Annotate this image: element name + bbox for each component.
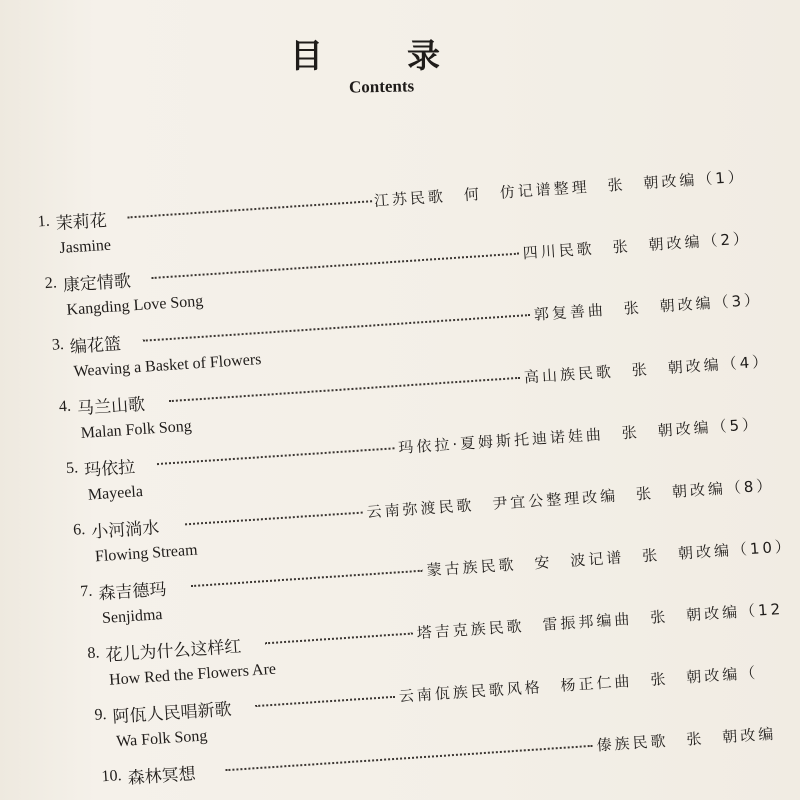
entry-title-en: Senjidma	[101, 606, 163, 628]
entry-credit: 傣族民歌 张 朝改编	[595, 724, 777, 755]
leader-dots	[265, 633, 413, 645]
entry-title-cn: 小河淌水	[90, 517, 160, 543]
page-subtitle: Contents	[348, 76, 415, 97]
entry-title-en: How Red the Flowers Are	[108, 660, 277, 689]
entry-credit: 高山族民歌 张 朝改编（4）	[523, 351, 771, 387]
entry-credit: 蒙古族民歌 安 波记谱 张 朝改编（10）	[426, 536, 794, 579]
entry-title-cn: 森吉德玛	[97, 579, 167, 604]
entry-number: 9.	[93, 705, 108, 724]
entry-number: 6.	[72, 521, 86, 539]
entry-title-cn: 森林冥想	[127, 763, 197, 789]
entry-number: 7.	[79, 582, 93, 601]
entry-number: 2.	[44, 274, 58, 293]
entry-title-en: Wa Folk Song	[115, 727, 208, 751]
entry-number: 3.	[51, 336, 65, 354]
leader-dots	[255, 696, 395, 707]
entry-credit: 玛依拉·夏姆斯托迪诺娃曲 张 朝改编（5）	[397, 414, 761, 457]
entry-title-cn: 康定情歌	[62, 270, 132, 296]
leader-dots	[157, 447, 395, 465]
entry-title-cn: 茉莉花	[55, 210, 108, 234]
leader-dots	[191, 570, 423, 587]
entry-title-en: Malan Folk Song	[80, 417, 193, 443]
page-title: 目录	[290, 36, 524, 75]
entry-title-en: Weaving a Basket of Flowers	[73, 350, 262, 381]
entry-number: 4.	[58, 397, 72, 416]
entry-credit: 云南佤族民歌风格 杨正仁曲 张 朝改编（	[398, 663, 759, 706]
entry-credit: 云南弥渡民歌 尹宜公整理改编 张 朝改编（8）	[366, 475, 775, 521]
entry-title-cn: 花儿为什么这样红	[104, 636, 242, 666]
leader-dots	[128, 200, 373, 218]
entry-number: 1.	[37, 212, 51, 231]
entry-number: 5.	[65, 459, 79, 478]
entry-title-en: Jasmine	[58, 236, 112, 258]
entry-title-cn: 阿佤人民唱新歌	[112, 699, 233, 728]
entry-title-cn: 马兰山歌	[76, 394, 146, 419]
entry-number: 8.	[86, 644, 100, 663]
entry-title-en: Flowing Stream	[94, 541, 199, 566]
entry-credit: 四川民歌 张 朝改编（2）	[522, 228, 752, 262]
entry-title-cn: 编花篮	[69, 333, 122, 358]
entry-title-cn: 玛依拉	[83, 457, 136, 481]
entry-credit: 郭复善曲 张 朝改编（3）	[533, 290, 763, 324]
entry-title-en: Kangding Love Song	[66, 292, 204, 319]
entry-credit: 江苏民歌 何 仿记谱整理 张 朝改编（1）	[373, 166, 747, 210]
entry-credit: 塔吉克族民歌 雷振邦编曲 张 朝改编（12	[416, 599, 784, 642]
entry-number: 10.	[101, 767, 123, 786]
leader-dots	[185, 512, 363, 526]
entry-title-en: Mayeela	[87, 483, 144, 504]
